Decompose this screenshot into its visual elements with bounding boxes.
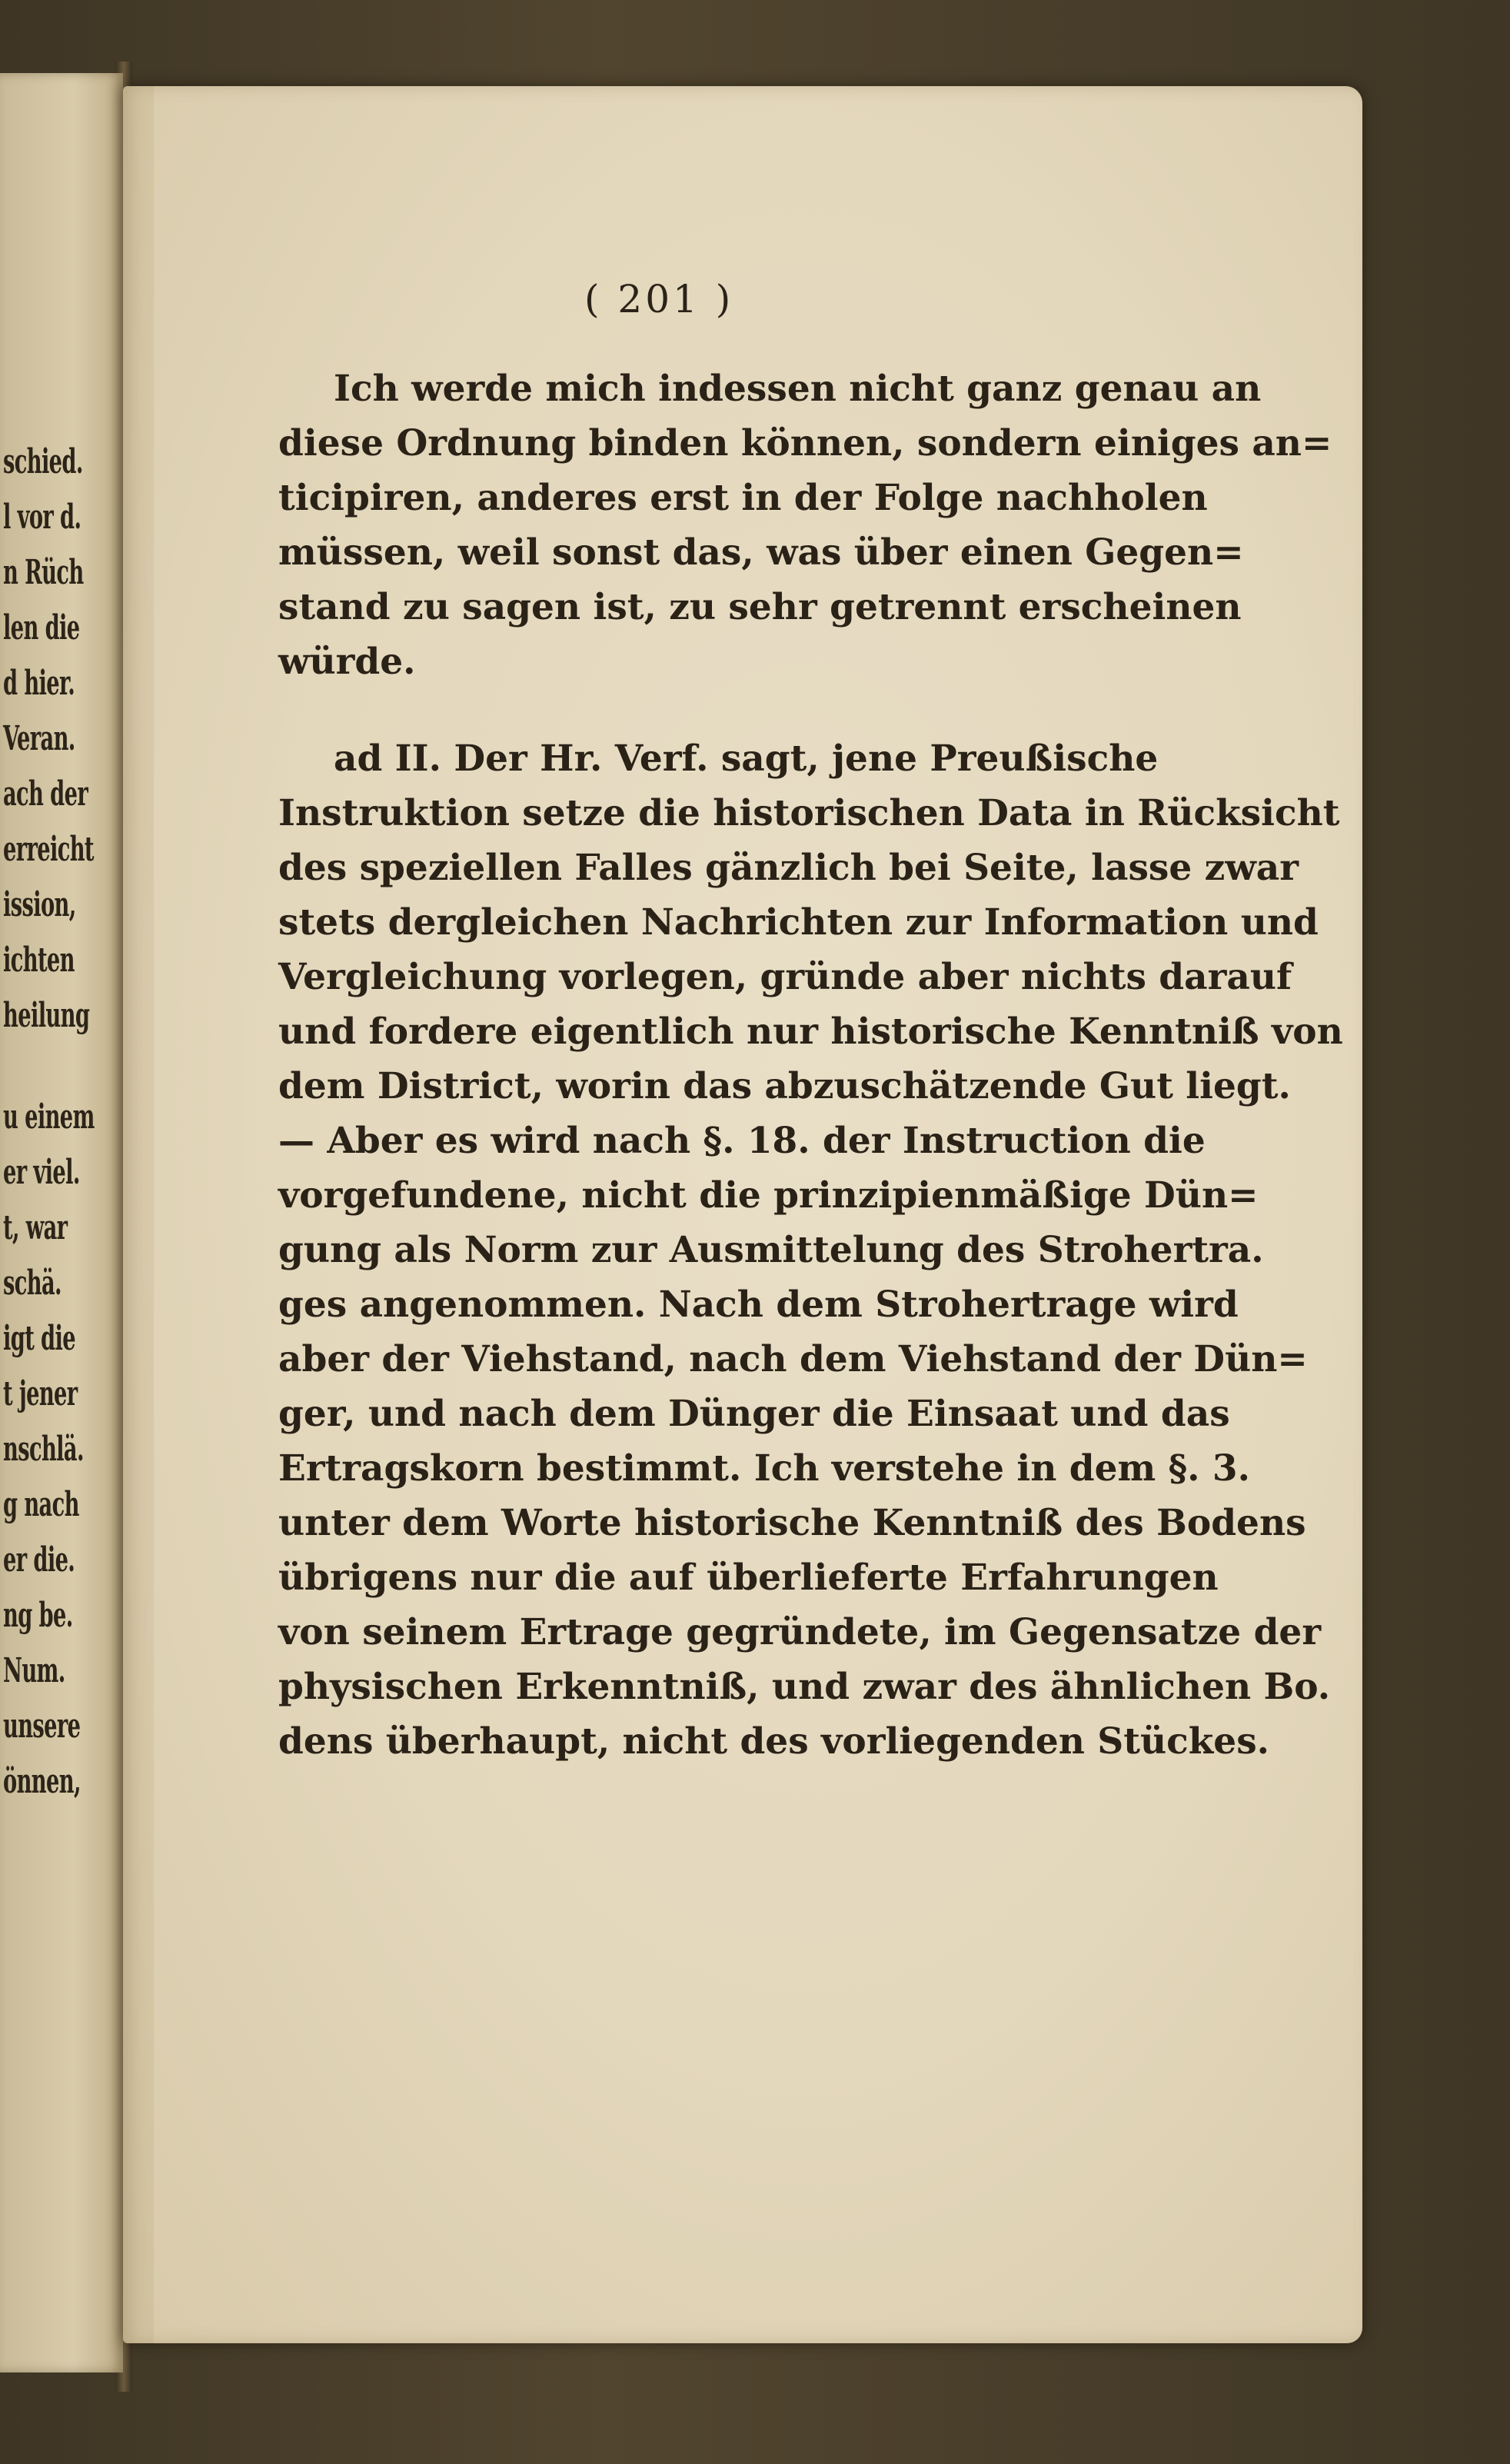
text-line: stets dergleichen Nachrichten zur Information und — [278, 901, 1319, 944]
text-line: physischen Erkenntniß, und zwar des ähnlichen Bo. — [278, 1666, 1331, 1708]
left-fragment: l vor d. — [3, 498, 81, 537]
page-number: ( 201 ) — [584, 277, 734, 321]
left-fragment: unsere — [3, 1706, 81, 1746]
left-fragment: önnen, — [3, 1762, 81, 1801]
left-fragment: ng be. — [3, 1596, 73, 1635]
paragraph-gap — [278, 689, 1155, 731]
text-line: ad II. Der Hr. Verf. sagt, jene Preußische — [334, 738, 1159, 780]
left-fragment: schä. — [3, 1264, 62, 1303]
left-fragment: g nach — [3, 1485, 79, 1524]
text-line: würde. — [278, 641, 416, 683]
left-fragment: ach der — [3, 774, 88, 814]
text-line: Ich werde mich indessen nicht ganz genau an — [334, 368, 1262, 410]
left-fragment: Veran. — [3, 719, 75, 758]
text-line: vorgefundene, nicht die prinzipienmäßige Dün= — [278, 1174, 1259, 1217]
paragraph-2 — [278, 731, 1343, 1769]
left-fragment: igt die — [3, 1319, 75, 1358]
text-line: diese Ordnung binden können, sondern einiges an= — [278, 422, 1332, 464]
text-line: Instruktion setze die historischen Data in Rücksicht — [278, 792, 1340, 834]
text-line: und fordere eigentlich nur historische Kenntniß von — [278, 1011, 1343, 1053]
left-fragment: d hier. — [3, 664, 75, 703]
left-page-fragments — [3, 435, 95, 1810]
left-fragment: heilung — [3, 996, 90, 1035]
text-line: des speziellen Falles gänzlich bei Seite, lasse zwar — [278, 847, 1299, 889]
text-line: von seinem Ertrage gegründete, im Gegensatze der — [278, 1611, 1322, 1653]
text-line: ticipiren, anderes erst in der Folge nachholen — [278, 477, 1208, 519]
text-line: — Aber es wird nach §. 18. der Instruction die — [278, 1120, 1206, 1162]
left-fragment: Num. — [3, 1651, 65, 1690]
text-line: stand zu sagen ist, zu sehr getrennt erscheinen — [278, 586, 1242, 628]
left-fragment: schied. — [3, 442, 83, 481]
left-fragment: er die. — [3, 1540, 75, 1580]
text-line: dem District, worin das abzuschätzende Gut liegt. — [278, 1065, 1291, 1107]
left-fragment: n Rüch — [3, 553, 84, 592]
left-fragment: nschlä. — [3, 1430, 84, 1469]
left-fragment: ichten — [3, 941, 75, 980]
paragraph-1 — [278, 361, 1332, 689]
page-shadow — [123, 86, 154, 2343]
text-line: Vergleichung vorlegen, gründe aber nichts darauf — [278, 956, 1292, 998]
left-fragment: erreicht — [3, 830, 94, 869]
left-fragment: ission, — [3, 885, 76, 924]
page-body — [278, 361, 1343, 1769]
text-line: ges angenommen. Nach dem Strohertrage wird — [278, 1284, 1239, 1326]
text-line: dens überhaupt, nicht des vorliegenden Stückes. — [278, 1720, 1270, 1763]
left-fragment: len die — [3, 608, 80, 648]
text-line: aber der Viehstand, nach dem Viehstand der Dün= — [278, 1338, 1308, 1380]
left-fragment: t, war — [3, 1208, 68, 1247]
left-fragment: u einem — [3, 1097, 95, 1137]
text-line: ger, und nach dem Dünger die Einsaat und das — [278, 1393, 1230, 1435]
left-fragment: t jener — [3, 1374, 78, 1413]
text-line: unter dem Worte historische Kenntniß des Bodens — [278, 1502, 1306, 1544]
left-fragment: er viel. — [3, 1153, 80, 1192]
text-line: Ertragskorn bestimmt. Ich verstehe in dem §. 3. — [278, 1447, 1250, 1490]
left-fragment-gap — [3, 1044, 74, 1090]
text-line: müssen, weil sonst das, was über einen Gegen= — [278, 531, 1244, 574]
text-line: übrigens nur die auf überlieferte Erfahrungen — [278, 1557, 1219, 1599]
left-page-edge — [0, 73, 123, 2372]
text-line: gung als Norm zur Ausmittelung des Strohertra. — [278, 1229, 1264, 1271]
